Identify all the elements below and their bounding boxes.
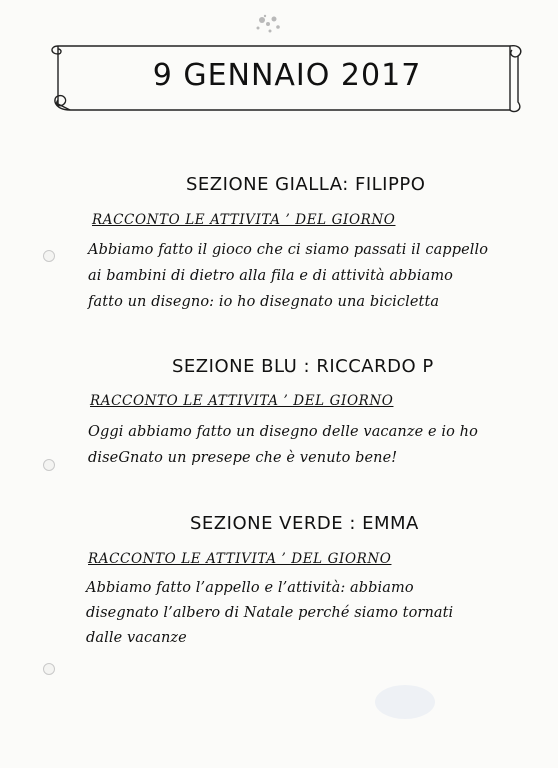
punch-hole xyxy=(43,663,55,675)
punch-hole xyxy=(43,250,55,262)
section-subtitle: RACCONTO LE ATTIVITA ’ DEL GIORNO xyxy=(88,551,392,567)
text-line: diseGnato un presepe che è venuto bene! xyxy=(88,450,398,466)
date-banner xyxy=(48,38,526,120)
section-subtitle: RACCONTO LE ATTIVITA ’ DEL GIORNO xyxy=(90,393,394,409)
text-line: fatto un disegno: io ho disegnato una bicicletta xyxy=(88,294,440,310)
text-line: dalle vacanze xyxy=(86,630,187,646)
text-line: ai bambini di dietro alla fila e di attività abbiamo xyxy=(88,268,454,284)
text-line: disegnato l’albero di Natale perché siamo tornati xyxy=(86,605,454,621)
punch-hole xyxy=(43,459,55,471)
text-line: Abbiamo fatto l’appello e l’attività: abbiamo xyxy=(86,580,414,596)
ink-smudge xyxy=(248,10,288,38)
section-heading: SEZIONE GIALLA: FILIPPO xyxy=(186,174,426,195)
section-heading: SEZIONE BLU : RICCARDO P xyxy=(172,356,434,377)
text-line: Oggi abbiamo fatto un disegno delle vacanze e io ho xyxy=(88,424,478,440)
section-subtitle: RACCONTO LE ATTIVITA ’ DEL GIORNO xyxy=(92,212,396,228)
text-line: Abbiamo fatto il gioco che ci siamo passati il cappello xyxy=(88,242,489,258)
paper-stain xyxy=(370,680,440,725)
page-title: 9 GENNAIO 2017 xyxy=(152,58,422,93)
section-heading: SEZIONE VERDE : EMMA xyxy=(190,513,419,534)
